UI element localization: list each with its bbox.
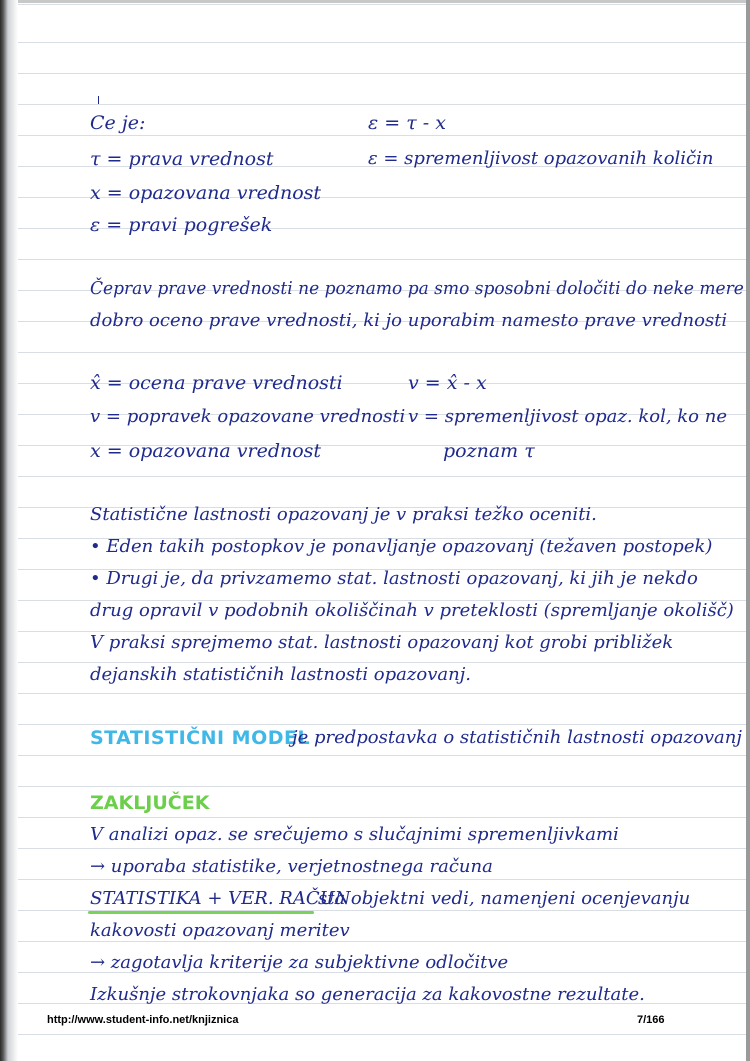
where-label: Ce je: [90,112,146,134]
statistical-model-definition: je predpostavka o statističnih lastnosti opazovanj [292,727,742,748]
paragraph-2-line-5: V praksi sprejmemo stat. lastnosti opazovanj kot grobi približek [90,632,674,653]
correction-definition: v = popravek opazovane vrednosti [90,406,406,427]
true-value-definition: τ = prava vrednost [90,148,274,170]
page-top-edge [0,0,750,3]
observed-value-definition: x = opazovana vrednost [90,182,322,204]
conclusion-line-4: kakovosti opazovanj meritev [90,920,350,941]
page-number: 7/166 [637,1014,665,1026]
statistics-term: STATISTIKA + VER. RAČUN [90,888,351,909]
paragraph-2-line-4: drug opravil v podobnih okoliščinah v preteklosti (spremljanje okolišč) [90,600,734,621]
paragraph-2-line-6: dejanskih statističnih lastnosti opazovanj. [90,664,472,685]
error-formula: ε = τ - x [368,112,446,134]
page-right-edge [746,0,750,1061]
conclusion-line-1: V analizi opaz. se srečujemo s slučajnimi spremenljivkami [90,824,619,845]
paragraph-1-line-2: dobro oceno prave vrednosti, ki jo uporabim namesto prave vrednosti [90,310,728,331]
correction-formula: v = x̂ - x [408,372,487,394]
conclusion-line-3: sta objektni vedi, namenjeni ocenjevanju [318,888,691,909]
paragraph-2-line-3: • Drugi je, da privzamemo stat. lastnosti opazovanj, ki jih je nekdo [90,568,698,589]
conclusion-line-2: → uporaba statistike, verjetnostnega računa [90,856,493,877]
paragraph-1-line-1: Čeprav prave vrednosti ne poznamo pa smo sposobni določiti do neke mere [90,278,744,299]
source-url[interactable]: http://www.student-info.net/knjiznica [47,1014,239,1026]
estimate-definition: x̂ = ocena prave vrednosti [90,372,343,394]
paragraph-2-line-1: Statistične lastnosti opazovanj je v praksi težko oceniti. [90,504,597,525]
conclusion-heading: ZAKLJUČEK [90,792,210,814]
stray-mark [98,96,102,104]
conclusion-line-5: → zagotavlja kriterije za subjektivne odločitve [90,952,509,973]
true-error-definition: ε = pravi pogrešek [90,214,273,236]
correction-description: v = spremenljivost opaz. kol, ko ne [408,406,727,427]
variability-definition: ε = spremenljivost opazovanih količin [368,148,714,169]
conclusion-line-6: Izkušnje strokovnjaka so generacija za kakovostne rezultate. [90,984,645,1005]
observed-value-definition-2: x = opazovana vrednost [90,440,322,462]
statistics-term-highlight [88,911,314,914]
statistical-model-term: STATISTIČNI MODEL [90,727,311,749]
correction-description-2: poznam τ [443,440,535,462]
paragraph-2-line-2: • Eden takih postopkov je ponavljanje opazovanj (težaven postopek) [90,536,713,557]
page-binding-edge [0,0,18,1061]
